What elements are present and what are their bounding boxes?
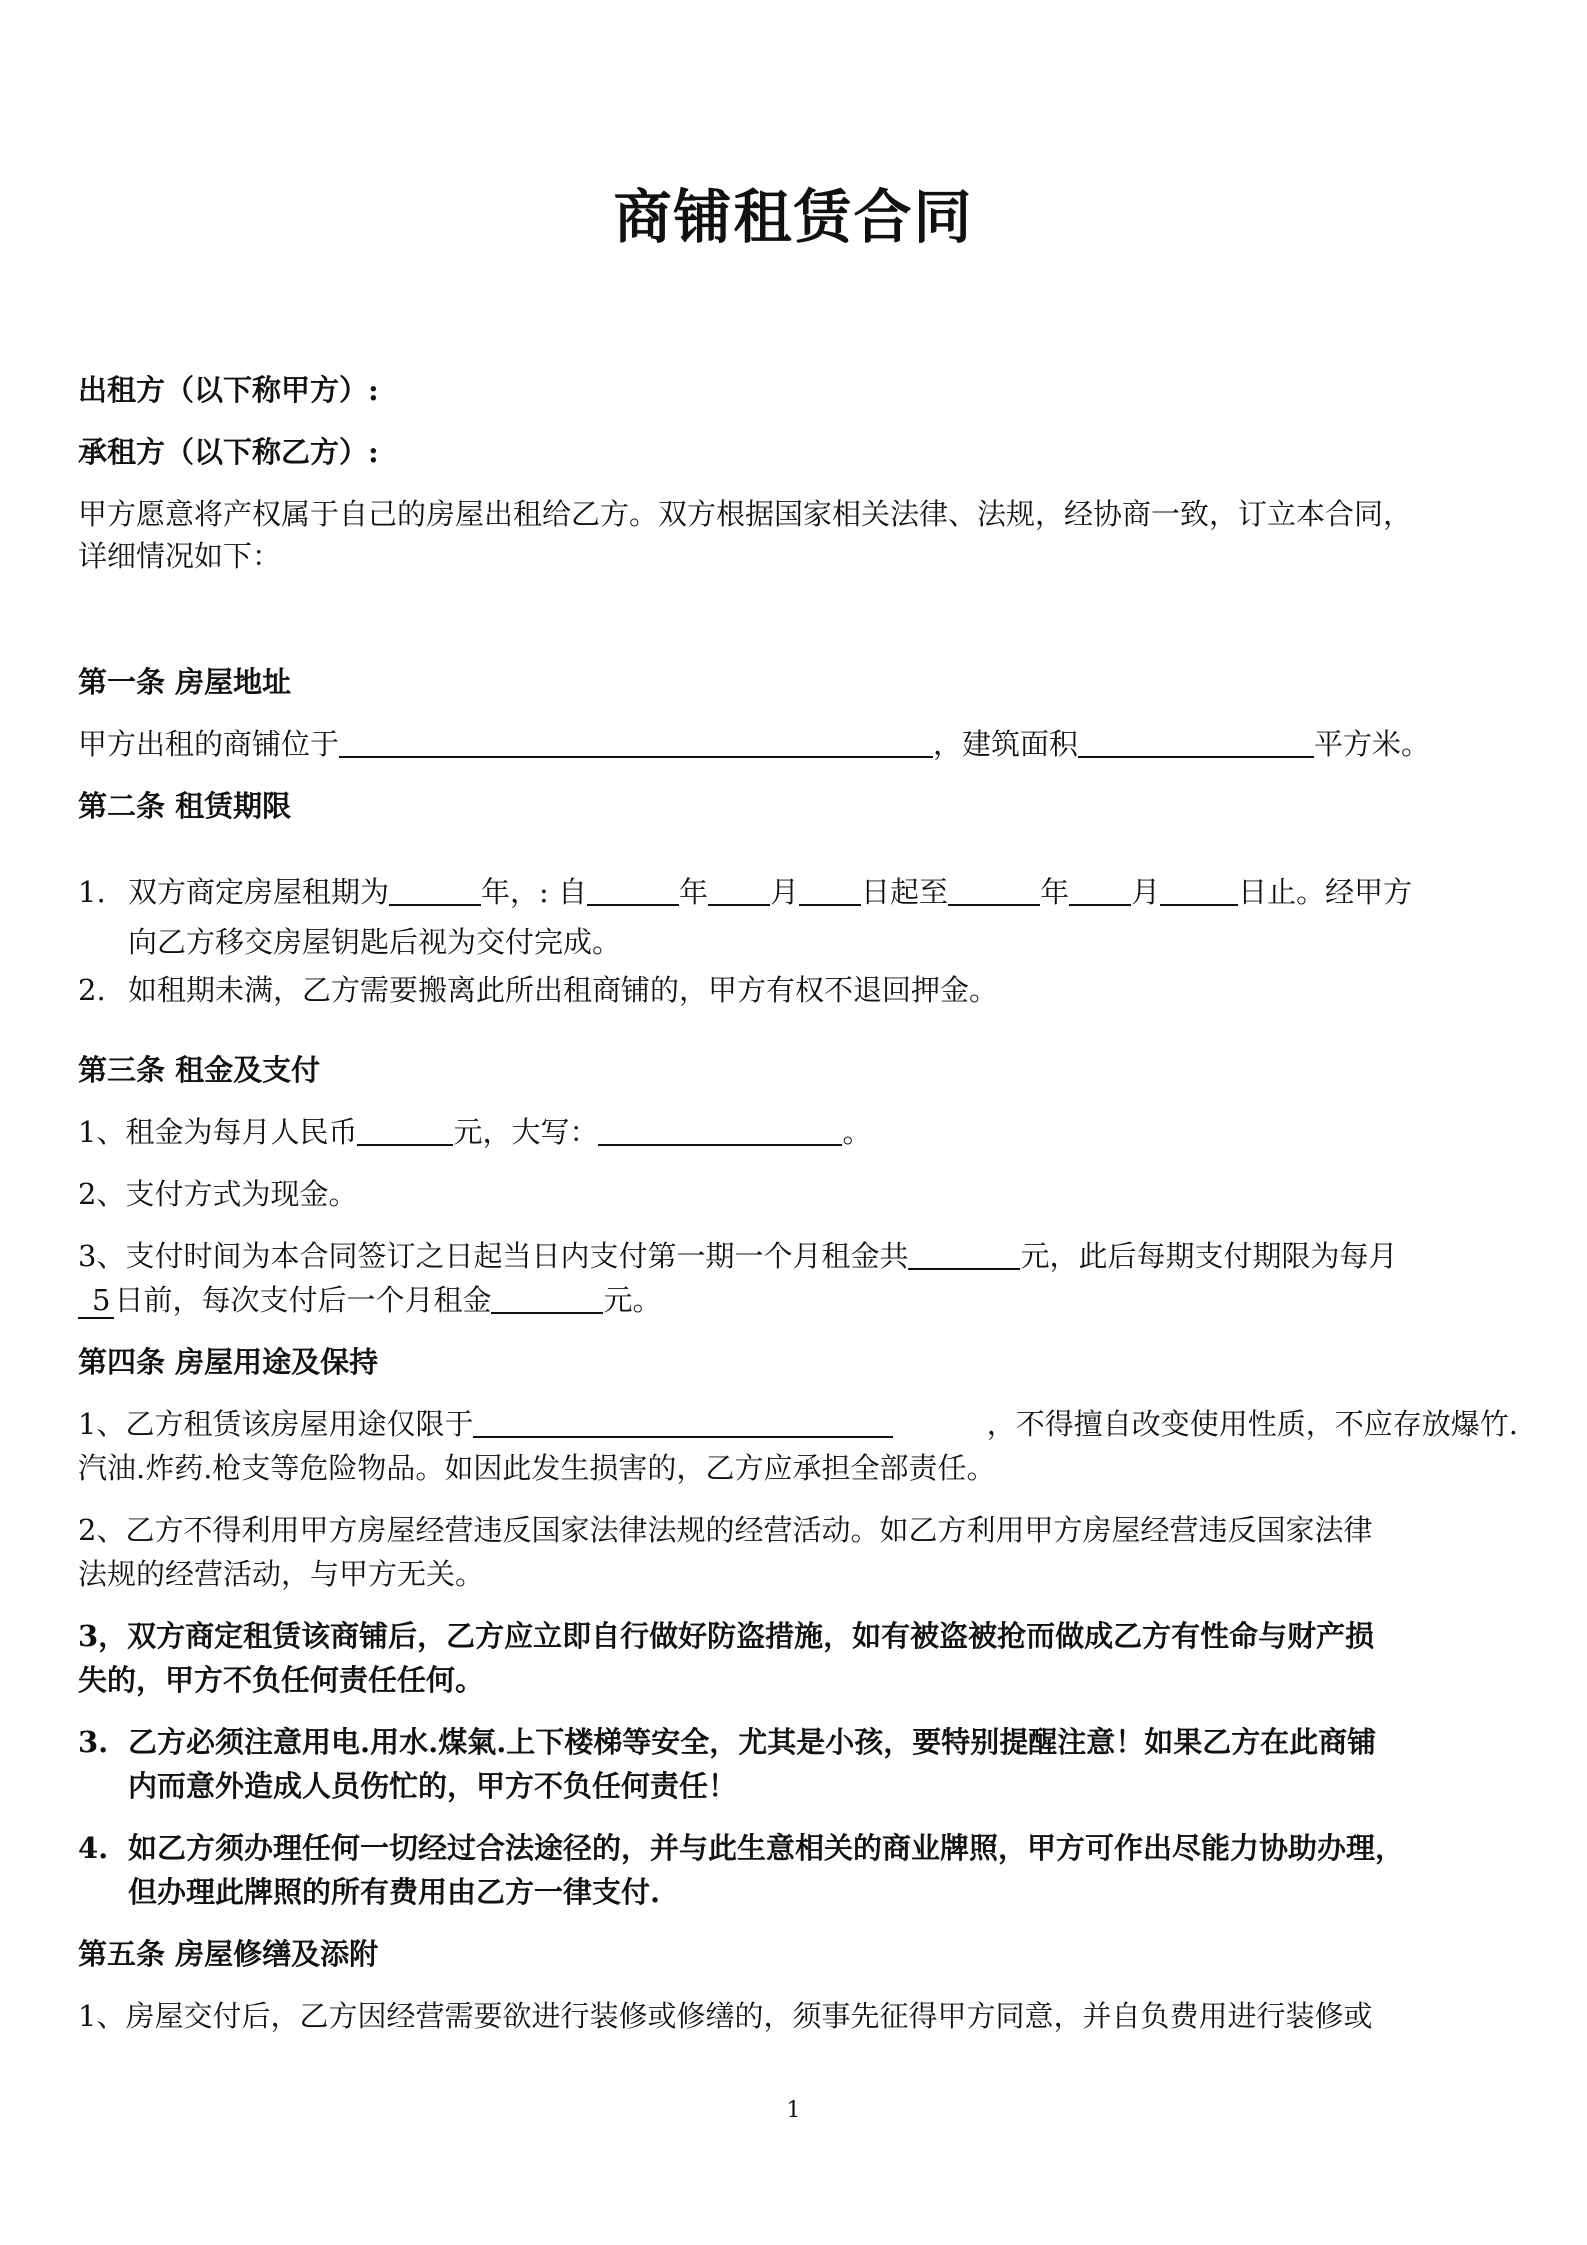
lessor-line: 出租方（以下称甲方）: <box>78 373 379 407</box>
article-4-clause-5-cont: 但办理此牌照的所有费用由乙方一律支付. <box>128 1875 661 1909</box>
article-4-clause-1: 1、乙方租赁该房屋用途仅限于 ，不得擅自改变使用性质，不应存放爆竹. <box>78 1402 1518 1446</box>
start-day-blank <box>799 870 861 906</box>
article-3-clause-3-cont: 5 日前，每次支付后一个月租金 元。 <box>78 1278 1518 1322</box>
article-4-clause-4: 3. 乙方必须注意用电.用水.煤氣.上下楼梯等安全，尤其是小孩，要特别提醒注意！如果乙方在此商铺 <box>78 1725 1377 1759</box>
intro-line-2: 详细情况如下： <box>78 539 282 573</box>
page-number: 1 <box>786 2098 801 2123</box>
article-4-clause-3-cont: 失的，甲方不负任何责任任何。 <box>78 1663 485 1697</box>
article-4-clause-3: 3，双方商定租赁该商铺后，乙方应立即自行做好防盗措施，如有被盗被抢而做成乙方有性命与财产损 <box>78 1619 1375 1653</box>
article-4-clause-2: 2、乙方不得利用甲方房屋经营违反国家法律法规的经营活动。如乙方利用甲方房屋经营违反国家法律 <box>78 1513 1373 1547</box>
article-4-clause-2-cont: 法规的经营活动，与甲方无关。 <box>78 1557 485 1591</box>
area-blank <box>1078 722 1314 758</box>
start-month-blank <box>708 870 770 906</box>
rent-in-words-blank <box>598 1110 842 1146</box>
article-1-heading: 第一条 房屋地址 <box>78 665 292 699</box>
article-4-clause-4-cont: 内而意外造成人员伤忙的，甲方不负任何责任！ <box>128 1769 738 1803</box>
article-4-heading: 第四条 房屋用途及保持 <box>78 1345 379 1379</box>
article-4-clause-1-cont: 汽油.炸药.枪支等危险物品。如因此发生损害的，乙方应承担全部责任。 <box>78 1451 996 1485</box>
first-payment-blank <box>908 1234 1020 1270</box>
monthly-payment-blank <box>491 1278 603 1314</box>
intro-line-1: 甲方愿意将产权属于自己的房屋出租给乙方。双方根据国家相关法律、法规，经协商一致，订立本合同， <box>78 497 1413 531</box>
article-2-clause-2: 2. 如租期未满，乙方需要搬离此所出租商铺的，甲方有权不退回押金。 <box>78 973 999 1007</box>
monthly-rent-blank <box>357 1110 453 1146</box>
article-3-clause-2: 2、支付方式为现金。 <box>78 1177 358 1211</box>
payment-day-value: 5 <box>78 1283 114 1319</box>
term-years-blank <box>389 870 481 906</box>
article-5-clause-1: 1、房屋交付后，乙方因经营需要欲进行装修或修缮的，须事先征得甲方同意，并自负费用进行装修或 <box>78 1999 1373 2033</box>
address-label: 甲方出租的商铺位于 <box>78 727 340 761</box>
end-day-blank <box>1160 870 1238 906</box>
document-title: 商铺租赁合同 <box>613 183 974 251</box>
article-3-heading: 第三条 租金及支付 <box>78 1053 321 1087</box>
article-5-heading: 第五条 房屋修缮及添附 <box>78 1937 379 1971</box>
article-2-clause-1: 1. 双方商定房屋租期为 年，: 自 年 月 日起至 年 月 日止。经甲方 <box>78 870 1518 914</box>
article-2-heading: 第二条 租赁期限 <box>78 789 292 823</box>
end-month-blank <box>1069 870 1131 906</box>
article-1-address-line: 甲方出租的商铺位于 ，建筑面积 平方米。 <box>78 722 1518 766</box>
article-3-clause-3: 3、支付时间为本合同签订之日起当日内支付第一期一个月租金共 元，此后每期支付期限为每月 <box>78 1234 1518 1278</box>
article-2-clause-1-cont: 向乙方移交房屋钥匙后视为交付完成。 <box>128 925 622 959</box>
article-4-clause-5: 4. 如乙方须办理任何一切经过合法途径的，并与此生意相关的商业牌照，甲方可作出尽能力协助办理， <box>78 1831 1405 1865</box>
article-3-clause-1: 1、租金为每月人民币 元，大写： 。 <box>78 1110 1518 1154</box>
address-blank <box>339 722 933 758</box>
lessee-line: 承租方（以下称乙方）: <box>78 435 379 469</box>
start-year-blank <box>587 870 679 906</box>
usage-blank <box>473 1402 893 1438</box>
end-year-blank <box>948 870 1040 906</box>
